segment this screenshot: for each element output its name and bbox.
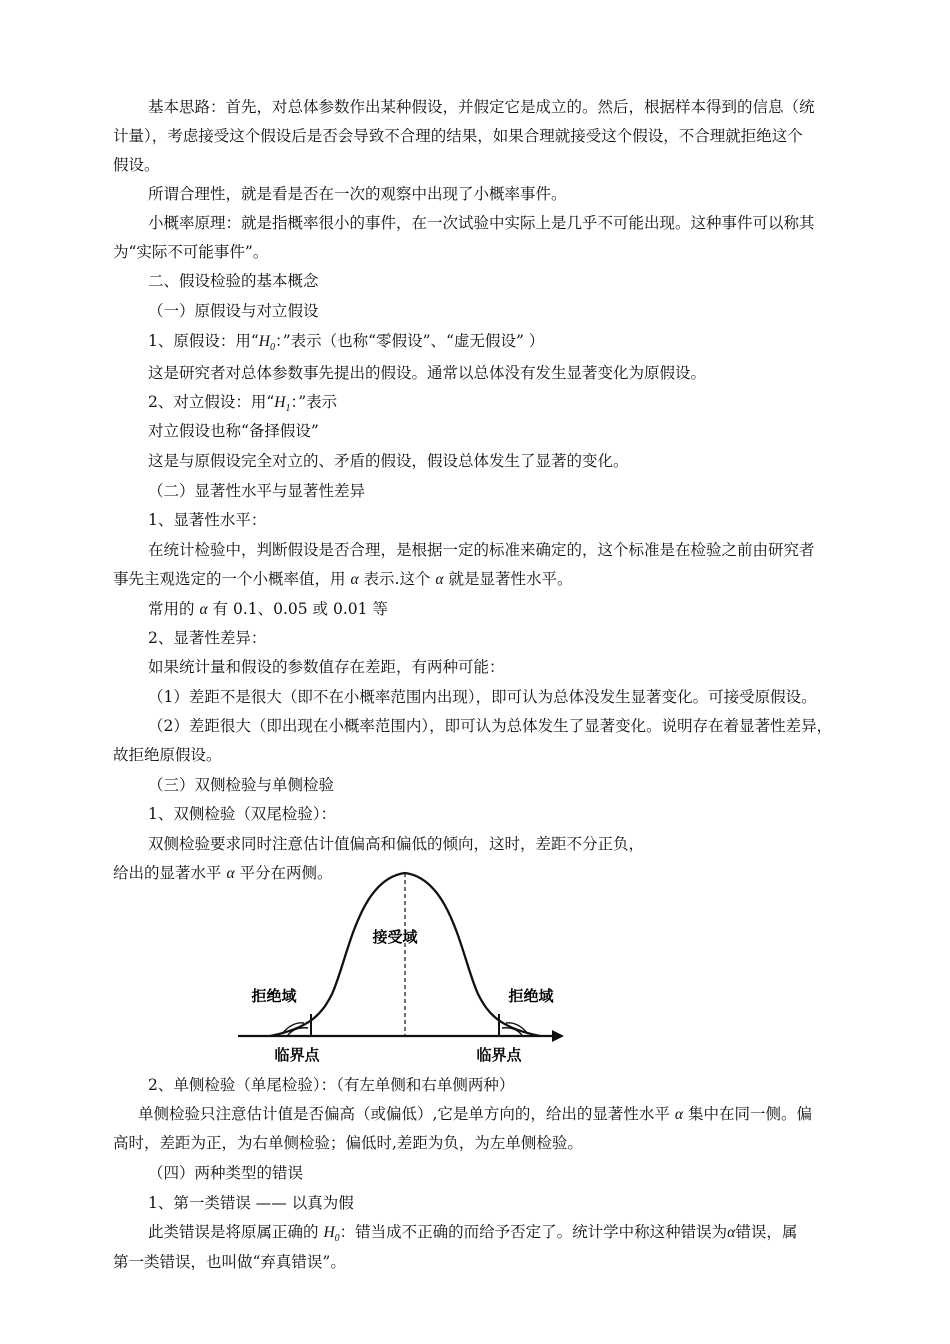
symbol-h: H xyxy=(258,333,270,350)
two-tailed-test-figure xyxy=(230,864,575,1069)
paragraph-line: 对立假设也称“备择假设” xyxy=(148,422,319,440)
text-run: 集中在同一侧。偏 xyxy=(687,1105,812,1123)
critical-point-right-label: 临界点 xyxy=(476,1046,522,1064)
paragraph-line: （2）差距很大（即出现在小概率范围内），即可认为总体发生了显著变化。说明存在着显著性差异， xyxy=(148,717,833,735)
paragraph-line: 1、显著性水平： xyxy=(148,511,267,529)
alpha-symbol: α xyxy=(199,601,208,618)
alpha-symbol: α xyxy=(674,1106,684,1123)
symbol-h: H xyxy=(323,1224,335,1241)
paragraph-line xyxy=(148,331,544,358)
paragraph-line xyxy=(138,1104,812,1125)
paragraph-line: 第一类错误，也叫做“弃真错误”。 xyxy=(113,1253,346,1271)
section-heading: 二、假设检验的基本概念 xyxy=(148,272,319,290)
text-run: 平分在两侧。 xyxy=(239,864,333,882)
paragraph-line: 计量），考虑接受这个假设后是否会导致不合理的结果，如果合理就接受这个假设，不合理就拒绝这个 xyxy=(113,127,803,145)
paragraph-line: 故拒绝原假设。 xyxy=(113,746,222,764)
paragraph-line: 高时，差距为正，为右单侧检验；偏低时,差距为负，为左单侧检验。 xyxy=(113,1134,583,1152)
subscript: 1 xyxy=(285,403,291,414)
text-run: ：”表示 xyxy=(290,393,338,411)
paragraph-line: 如果统计量和假设的参数值存在差距，有两种可能： xyxy=(148,658,505,676)
subsection-heading: （四）两种类型的错误 xyxy=(148,1164,304,1182)
h0-symbol xyxy=(258,333,275,353)
text-run: 给出的显著水平 xyxy=(113,864,222,882)
paragraph-line: 2、单侧检验（单尾检验）：（有左单侧和右单侧两种） xyxy=(148,1076,515,1094)
paragraph-line xyxy=(148,599,388,620)
h1-symbol xyxy=(274,394,291,414)
alpha-symbol: α xyxy=(350,571,359,588)
subsection-heading: （一）原假设与对立假设 xyxy=(148,302,319,320)
paragraph-line xyxy=(113,569,573,590)
paragraph-line: 基本思路：首先，对总体参数作出某种假设，并假定它是成立的。然后，根据样本得到的信息（统 xyxy=(148,98,815,116)
text-run: 2、对立假设：用“ xyxy=(148,393,275,411)
text-run: 单侧检验只注意估计值是否偏高（或偏低）,它是单方向的，给出的显著性水平 xyxy=(138,1105,670,1123)
paragraph-line: 1、第一类错误 —— 以真为假 xyxy=(148,1194,354,1212)
reject-region-left-label: 拒绝域 xyxy=(251,987,297,1005)
paragraph-line: 双侧检验要求同时注意估计值偏高和偏低的倾向，这时，差距不分正负， xyxy=(148,835,645,853)
paragraph-line: 所谓合理性，就是看是否在一次的观察中出现了小概率事件。 xyxy=(148,185,567,203)
accept-region-label: 接受域 xyxy=(372,928,418,946)
text-run: 此类错误是将原属正确的 xyxy=(148,1223,319,1241)
subscript: 0 xyxy=(334,1233,340,1244)
alpha-symbol: α xyxy=(226,865,235,882)
text-run: 1、原假设：用“ xyxy=(148,332,259,350)
symbol-h: H xyxy=(274,394,286,411)
alpha-symbol: α xyxy=(727,1224,736,1241)
paragraph-line: 假设。 xyxy=(113,156,160,174)
text-run: ：”表示（也称“零假设”、“虚无假设” ） xyxy=(275,332,545,350)
paragraph-line: （1）差距不是很大（即不在小概率范围内出现），即可认为总体没发生显著变化。可接受原假设。 xyxy=(148,688,817,706)
paragraph-line: 小概率原理：就是指概率很小的事件，在一次试验中实际上是几乎不可能出现。这种事件可以称其 xyxy=(148,214,815,232)
paragraph-line: 这是与原假设完全对立的、矛盾的假设，假设总体发生了显著的变化。 xyxy=(148,452,629,470)
paragraph-line: 在统计检验中，判断假设是否合理，是根据一定的标准来确定的，这个标准是在检验之前由研究者 xyxy=(148,541,815,559)
paragraph-line xyxy=(148,1222,797,1249)
paragraph-line: 这是研究者对总体参数事先提出的假设。通常以总体没有发生显著变化为原假设。 xyxy=(148,364,707,382)
axis-arrow xyxy=(552,1030,564,1042)
subscript: 0 xyxy=(270,342,275,353)
alpha-symbol: α xyxy=(435,571,444,588)
reject-region-right-label: 拒绝域 xyxy=(508,987,554,1005)
text-run: 有 0.1、0.05 或 0.01 等 xyxy=(212,600,388,618)
subsection-heading: （二）显著性水平与显著性差异 xyxy=(148,482,366,500)
h0-symbol xyxy=(323,1224,340,1244)
text-run: 错误，属 xyxy=(735,1223,798,1241)
text-run: ：错当成不正确的而给予否定了。统计学中称这种错误为 xyxy=(339,1223,728,1241)
paragraph-line: 1、双侧检验（双尾检验）： xyxy=(148,805,337,823)
text-run: 事先主观选定的一个小概率值，用 xyxy=(113,570,346,588)
paragraph-line xyxy=(148,392,337,419)
paragraph-line: 为“实际不可能事件”。 xyxy=(113,243,269,261)
critical-point-left-label: 临界点 xyxy=(274,1046,320,1064)
text-run: 表示.这个 xyxy=(363,570,431,588)
paragraph-line: 2、显著性差异： xyxy=(148,629,267,647)
text-run: 常用的 xyxy=(148,600,195,618)
subsection-heading: （三）双侧检验与单侧检验 xyxy=(148,776,335,794)
text-run: 就是显著性水平。 xyxy=(448,570,573,588)
